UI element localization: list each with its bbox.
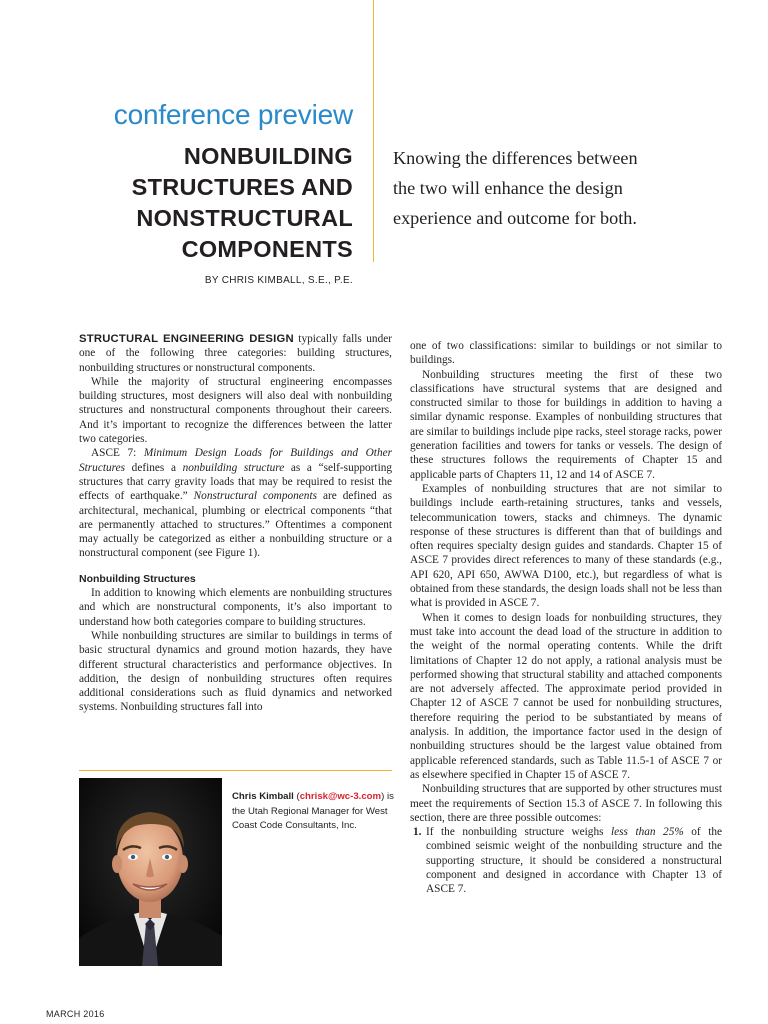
author-email-link[interactable]: chrisk@wc-3.com xyxy=(299,791,382,802)
author-name: Chris Kimball xyxy=(232,791,294,802)
outcomes-list xyxy=(410,825,722,896)
deck xyxy=(393,143,693,233)
title-line: COMPONENTS xyxy=(181,236,353,262)
right-column xyxy=(410,339,722,897)
paragraph: Nonbuilding structures meeting the first of these two classifications have structural systems that are designed and constructed similar to those for buildings in addition to having a similar dynamic response. Examples of nonbuilding structures that are similar to buildings include pipe racks, steel storage racks, power generation facilities and towers for tanks or vessels. The design of these structures follows the requirements of Chapter 15 and applicable parts of Chapters 11, 12 and 14 of ASCE 7. xyxy=(410,368,722,481)
list-item xyxy=(410,825,722,896)
paragraph xyxy=(79,446,392,560)
header-divider-line xyxy=(373,0,374,262)
paragraph: While nonbuilding structures are similar to buildings in terms of basic structural dynamics and ground motion hazards, they have different structural characteristics and performance objectives. In addition, the design of nonbuilding structures often requires additional considerations such as fluid dynamics and networked systems. Nonbuilding structures fall into xyxy=(79,629,392,714)
defined-term: nonbuilding structure xyxy=(182,461,285,474)
author-bio xyxy=(232,790,397,834)
issue-date: MARCH 2016 xyxy=(46,1009,105,1019)
article-title xyxy=(0,141,353,265)
paragraph: In addition to knowing which elements are nonbuilding structures and which are nonstructural components, it’s also important to understand how both categories compare to building structures. xyxy=(79,587,392,628)
paragraph: While the majority of structural engineering encompasses building structures, most designers will also deal with nonbuilding structures and nonstructural components throughout their careers. And it’s important to recognize the differences between the latter two categories. xyxy=(79,375,392,446)
deck-line: the two will enhance the design xyxy=(393,178,623,198)
title-line: STRUCTURES AND xyxy=(131,174,353,200)
paragraph xyxy=(79,332,392,375)
deck-line: Knowing the differences between xyxy=(393,148,638,168)
paren-open: ( xyxy=(293,791,300,802)
paragraph-text: typically falls under one of the following three categories: building structures, nonbuilding structures or nonstructural components. xyxy=(79,333,392,374)
list-number: 1. xyxy=(413,826,422,839)
deck-line: experience and outcome for both. xyxy=(393,208,637,228)
bio-divider xyxy=(79,770,392,771)
author-portrait-illustration xyxy=(79,778,222,966)
bio-text: is the Utah Regional Manager for West Coast Code Consultants, Inc. xyxy=(232,791,394,832)
paragraph-text: of the combined seismic weight of the nonbuilding structure and the supporting structure, it should be considered a nonstructural component and designed in accordance with Chapter 13 of ASCE 7. xyxy=(426,826,722,896)
paragraph: Examples of nonbuilding structures that are not similar to buildings include earth-retaining structures, tanks and vessels, telecommunication towers, stacks and chimneys. The dynamic response of these structures is different than that of buildings and often requires specialty design guides and standards. Chapter 15 of ASCE 7 provides direct references to many of these standards (e.g., API 620, API 650, AWWA D100, etc.), but regardless of what is obtained from these standards, the design loads shall not be less than what is provided in ASCE 7. xyxy=(410,482,722,610)
lead-in: STRUCTURAL ENGINEERING DESIGN xyxy=(79,333,294,345)
subheading: Nonbuilding Structures xyxy=(79,572,196,585)
paragraph-text: If the nonbuilding structure weighs xyxy=(426,826,611,839)
paragraph-text: ASCE 7: xyxy=(91,447,144,460)
standard-title: Minimum Design Loads for Buildings and Other Structures xyxy=(79,447,393,474)
paragraph: one of two classifications: similar to buildings or not similar to buildings. xyxy=(410,340,722,367)
emphasis: less than 25% xyxy=(611,826,684,839)
paragraph-text: are defined as architectural, mechanical, plumbing or electrical components “that are permanently attached to structures.” Oftentimes a component may actually be categorized as either a nonbuilding structure or a nonstructural component (see Figure 1). xyxy=(79,490,392,560)
author-photo xyxy=(79,778,222,966)
section-kicker: conference preview xyxy=(113,99,353,130)
paragraph: When it comes to design loads for nonbuilding structures, they must take into account the dead load of the structure in addition to the weight of the normal operating contents. While the drift limitations of Chapter 12 do not apply, a rational analysis must be performed showing that structural stability and attached components are not adversely affected. The approximate period provided in Chapter 12 of ASCE 7 cannot be used for nonbuilding structures, therefore requiring the period to be substantiated by means of analysis. In addition, the importance factor used in the design of nonbuilding structures should be the largest value obtained from applicable referenced standards, such as Table 11.5-1 of ASCE 7 or as elsewhere specified in Chapter 15 of ASCE 7. xyxy=(410,611,722,781)
defined-term: Nonstructural components xyxy=(193,490,317,503)
left-column xyxy=(79,332,392,715)
title-line: NONBUILDING xyxy=(183,143,353,169)
byline: BY CHRIS KIMBALL, S.E., P.E. xyxy=(204,275,353,286)
title-line: NONSTRUCTURAL xyxy=(136,205,353,231)
paragraph: Nonbuilding structures that are supported by other structures must meet the requirements of Section 15.3 of ASCE 7. In following this section, there are three possible outcomes: xyxy=(410,783,722,824)
paragraph-text: defines a xyxy=(125,461,183,474)
paren-close: ) xyxy=(381,791,385,802)
paragraph-text: as a “self-supporting structures that carry gravity loads that may be required to resist the effects of earthquake.” xyxy=(79,461,393,503)
